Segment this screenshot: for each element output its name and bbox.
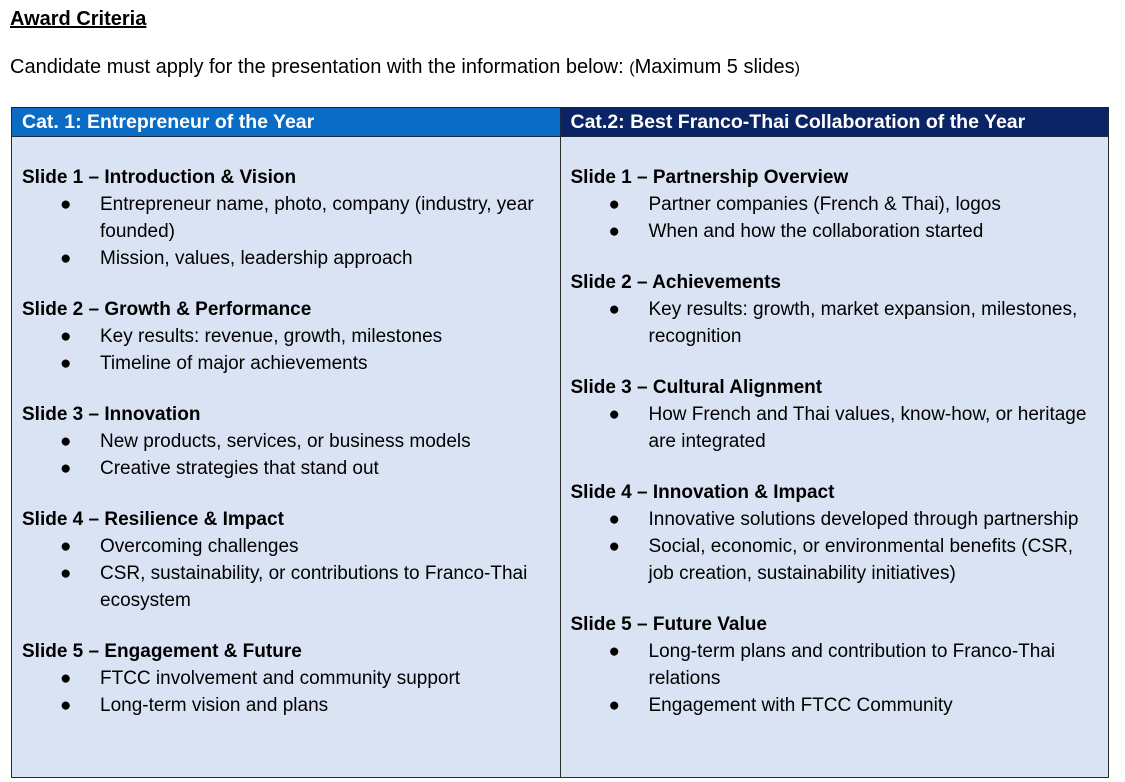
bullet-item [22, 560, 552, 614]
bullet-item [22, 692, 552, 719]
bullet-icon: ● [608, 695, 620, 716]
bullet-icon: ● [60, 563, 72, 584]
slide-title: Slide 3 – Innovation [22, 404, 201, 425]
intro-note-close: ) [794, 60, 800, 77]
bullet-text: Innovative solutions developed through partnership [648, 509, 1079, 530]
intro-note: Maximum 5 slides [634, 56, 795, 78]
bullet-icon: ● [608, 194, 620, 215]
bullet-icon: ● [60, 431, 72, 452]
bullet-text: Long-term vision and plans [100, 695, 329, 716]
bullet-icon: ● [608, 299, 620, 320]
bullet-icon: ● [608, 509, 620, 530]
bullet-text: Key results: revenue, growth, milestones [100, 326, 443, 347]
bullet-icon: ● [60, 536, 72, 557]
bullet-list [22, 191, 552, 272]
bullet-item [571, 296, 1101, 350]
bullet-text: Overcoming challenges [100, 536, 299, 557]
bullet-text: Key results: growth, market expansion, milestones, recognition [648, 299, 1078, 347]
page-title: Award Criteria [10, 8, 147, 30]
bullet-icon: ● [60, 458, 72, 479]
bullet-item [22, 428, 552, 455]
bullet-item [571, 218, 1101, 245]
bullet-list [22, 428, 552, 482]
criteria-table [11, 107, 1109, 778]
bullet-icon: ● [60, 695, 72, 716]
bullet-item [22, 455, 552, 482]
bullet-icon: ● [60, 668, 72, 689]
bullet-icon: ● [60, 248, 72, 269]
bullet-text: When and how the collaboration started [648, 221, 984, 242]
slide-title: Slide 5 – Future Value [570, 614, 767, 635]
bullet-item [571, 506, 1101, 533]
intro-note-open: ( [629, 60, 635, 77]
bullet-text: Entrepreneur name, photo, company (industry, year founded) [100, 194, 534, 242]
slide-block [22, 638, 552, 719]
slide-block [571, 479, 1101, 587]
bullet-list [571, 296, 1101, 350]
bullet-item [22, 350, 552, 377]
header-row [12, 108, 1109, 137]
bullet-item [22, 665, 552, 692]
bullet-item [571, 692, 1101, 719]
slide-title: Slide 1 – Partnership Overview [570, 167, 849, 188]
bullet-icon: ● [60, 353, 72, 374]
slide-title: Slide 2 – Achievements [570, 272, 782, 293]
bullet-text: Social, economic, or environmental benefits (CSR, job creation, sustainability initiatives) [648, 536, 1074, 584]
bullet-item [22, 533, 552, 560]
bullet-item [571, 191, 1101, 218]
slide-block [571, 269, 1101, 350]
category-2-content [560, 137, 1109, 778]
bullet-item [571, 533, 1101, 587]
bullet-icon: ● [608, 404, 620, 425]
slide-block [22, 401, 552, 482]
slide-title: Slide 1 – Introduction & Vision [22, 167, 297, 188]
bullet-list [571, 506, 1101, 587]
bullet-text: FTCC involvement and community support [100, 668, 461, 689]
intro-text [10, 56, 800, 79]
bullet-list [22, 533, 552, 614]
bullet-item [22, 323, 552, 350]
slide-block [22, 296, 552, 377]
bullet-list [571, 401, 1101, 455]
bullet-text: Mission, values, leadership approach [100, 248, 413, 269]
bullet-list [22, 665, 552, 719]
category-2-header: Cat.2: Best Franco-Thai Collaboration of the Year [560, 108, 1109, 137]
bullet-list [571, 191, 1101, 245]
bullet-icon: ● [608, 641, 620, 662]
bullet-item [571, 401, 1101, 455]
bullet-icon: ● [60, 326, 72, 347]
content-row [12, 137, 1109, 778]
bullet-text: Engagement with FTCC Community [648, 695, 953, 716]
slide-title: Slide 4 – Innovation & Impact [570, 482, 835, 503]
slide-block [571, 611, 1101, 719]
bullet-icon: ● [608, 221, 620, 242]
bullet-text: New products, services, or business models [100, 431, 471, 452]
bullet-text: Long-term plans and contribution to Franco-Thai relations [648, 641, 1056, 689]
slide-block [22, 164, 552, 272]
bullet-list [22, 323, 552, 377]
bullet-icon: ● [608, 536, 620, 557]
bullet-list [571, 638, 1101, 719]
intro-main: Candidate must apply for the presentation with the information below: [10, 56, 630, 78]
bullet-item [22, 191, 552, 245]
category-1-header: Cat. 1: Entrepreneur of the Year [12, 108, 561, 137]
slide-block [571, 374, 1101, 455]
slide-title: Slide 3 – Cultural Alignment [570, 377, 823, 398]
bullet-text: CSR, sustainability, or contributions to Franco-Thai ecosystem [100, 563, 528, 611]
bullet-item [22, 245, 552, 272]
slide-title: Slide 2 – Growth & Performance [22, 299, 312, 320]
slide-block [22, 506, 552, 614]
slide-block [571, 164, 1101, 245]
bullet-text: How French and Thai values, know-how, or heritage are integrated [648, 404, 1087, 452]
bullet-text: Partner companies (French & Thai), logos [648, 194, 1001, 215]
bullet-text: Creative strategies that stand out [100, 458, 379, 479]
bullet-icon: ● [60, 194, 72, 215]
slide-title: Slide 5 – Engagement & Future [22, 641, 302, 662]
bullet-text: Timeline of major achievements [100, 353, 368, 374]
slide-title: Slide 4 – Resilience & Impact [22, 509, 284, 530]
category-1-content [12, 137, 561, 778]
bullet-item [571, 638, 1101, 692]
